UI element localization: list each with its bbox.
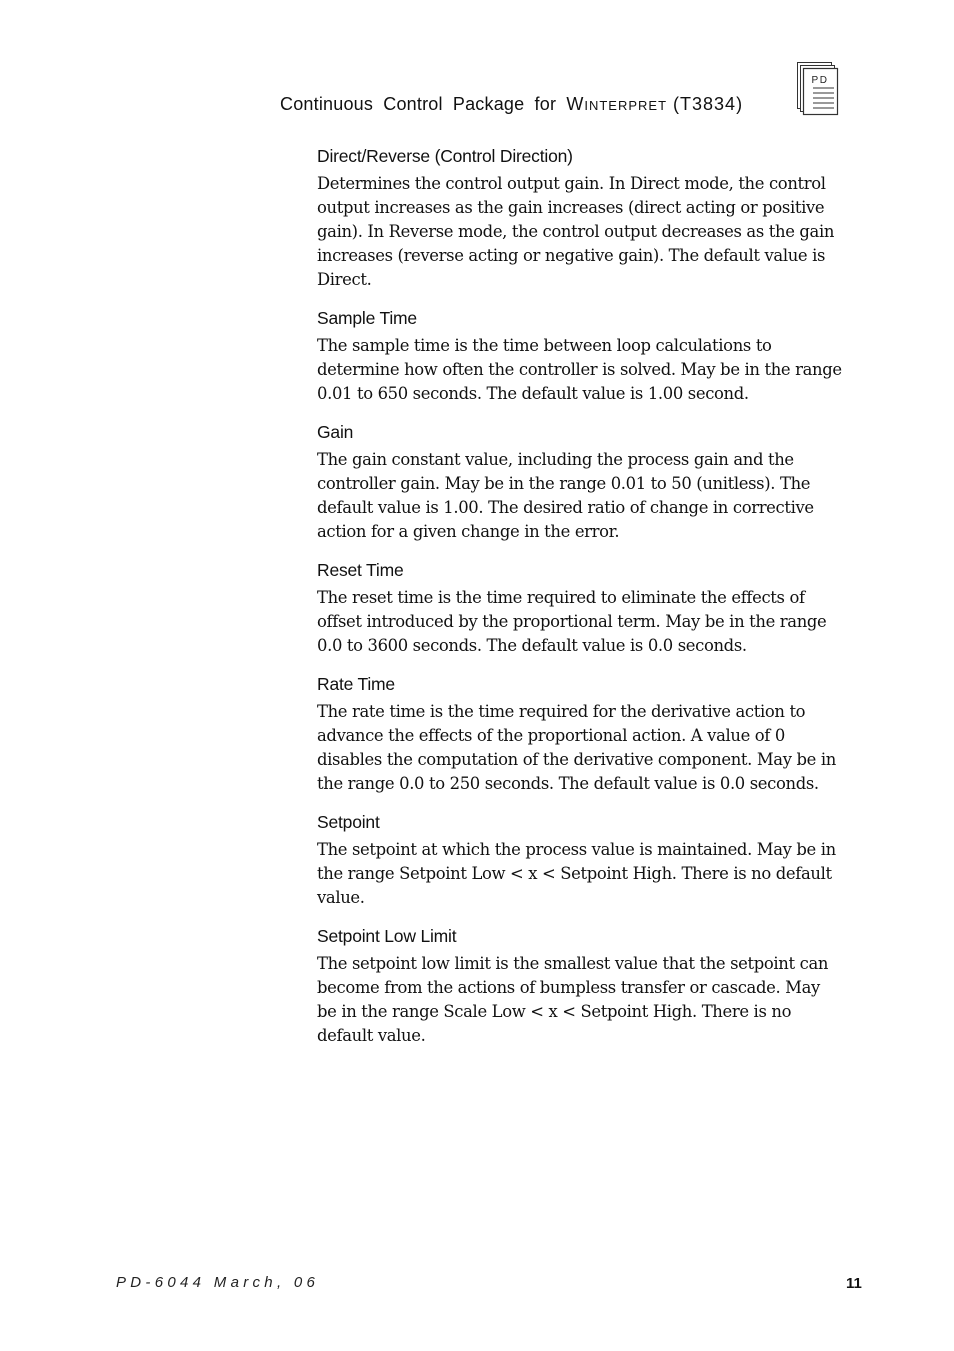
section-title: Direct/Reverse (Control Direction) bbox=[317, 146, 573, 166]
section-gain bbox=[317, 421, 842, 544]
section-body: The sample time is the time between loop calculations to determine how often the controller is solved. May be in the range 0.01 to 650 seconds. The default value is 1.00 second. bbox=[317, 336, 842, 403]
icon-label: PD bbox=[811, 75, 829, 86]
section-body: The reset time is the time required to eliminate the effects of offset introduced by the proportional term. May be in the range 0.0 to 3600 seconds. The default value is 0.0 seconds. bbox=[317, 588, 827, 655]
header-prefix: Continuous Control Package for bbox=[280, 94, 567, 114]
footer-document-id: PD-6044 March, 06 bbox=[116, 1274, 320, 1291]
section-body: Determines the control output gain. In Direct mode, the control output increases as the gain increases (direct acting or positive gain). In Reverse mode, the control output decreases as the gain increases (reverse acting or negative gain). The default value is Direct. bbox=[317, 174, 835, 289]
section-title: Setpoint Low Limit bbox=[317, 926, 457, 946]
section-title: Sample Time bbox=[317, 308, 417, 328]
page-number: 11 bbox=[846, 1275, 862, 1292]
section-title: Setpoint bbox=[317, 812, 380, 832]
page-header bbox=[280, 94, 800, 122]
section-title: Gain bbox=[317, 422, 354, 442]
section-title: Rate Time bbox=[317, 674, 395, 694]
section-setpoint bbox=[317, 811, 842, 910]
section-sample-time bbox=[317, 307, 842, 406]
section-body: The rate time is the time required for the derivative action to advance the effects of the proportional action. A value of 0 disables the computation of the derivative component. May be in the range 0.0 to 250 seconds. The default value is 0.0 seconds. bbox=[317, 702, 836, 793]
section-body: The setpoint at which the process value is maintained. May be in the range Setpoint Low < x < Setpoint High. There is no default value. bbox=[317, 840, 836, 907]
section-body: The gain constant value, including the process gain and the controller gain. May be in the range 0.01 to 50 (unitless). The default value is 1.00. The desired ratio of change in corrective action for a given change in the error. bbox=[317, 450, 814, 541]
section-title: Reset Time bbox=[317, 560, 404, 580]
header-product-name: Winterpret bbox=[566, 94, 668, 114]
section-reset-time bbox=[317, 559, 842, 658]
section-body: The setpoint low limit is the smallest value that the setpoint can become from the actions of bumpless transfer or cascade. May be in the range Scale Low < x < Setpoint High. There is no default value. bbox=[317, 954, 829, 1045]
header-product-code: (T3834) bbox=[667, 94, 744, 114]
document-body bbox=[317, 145, 842, 1063]
section-rate-time bbox=[317, 673, 842, 796]
document-stack-icon bbox=[796, 60, 840, 116]
section-setpoint-low-limit bbox=[317, 925, 842, 1048]
section-direct-reverse bbox=[317, 145, 842, 292]
